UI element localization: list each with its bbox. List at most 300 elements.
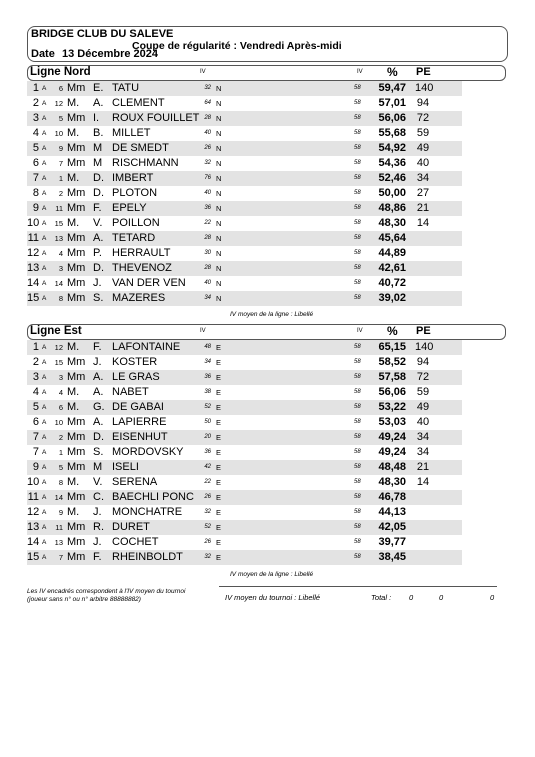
first-initial: A. [93,371,104,383]
player-iv: 20 [204,434,211,440]
table-row [27,415,462,430]
section-letter: A [42,344,47,351]
percentage-score: 56,06 [378,112,406,124]
percentage-score: 44,13 [378,506,406,518]
first-initial: A. [93,416,104,428]
first-initial: P. [93,247,102,259]
direction: E [216,493,222,502]
table-row [27,126,462,141]
iv-column-header: IV [200,328,206,334]
percentage-score: 48,86 [378,202,406,214]
table-row [27,490,462,505]
pair-reference: 9 [58,144,63,153]
section-letter: A [42,554,47,561]
section-letter: A [42,130,47,137]
first-initial: M [93,142,103,154]
first-initial: M [93,157,103,169]
table-row [27,216,462,231]
pe-points: 59 [416,386,430,398]
civility: M. [67,476,80,488]
section-letter: A [42,265,47,272]
average-iv: 58 [354,190,361,196]
player-name: NABET [112,386,149,398]
direction: E [216,403,222,412]
table-row [27,276,462,291]
rank-number: 8 [32,187,39,199]
pe-points: 72 [416,112,430,124]
civility: Mm [67,157,86,169]
player-name: EPELY [112,202,147,214]
table-row [27,291,462,306]
civility: Mm [67,521,86,533]
player-iv: 30 [204,250,211,256]
player-name: VAN DER VEN [112,277,186,289]
percentage-score: 50,00 [378,187,406,199]
civility: M. [67,341,80,353]
rank-number: 4 [32,386,39,398]
player-iv: 36 [204,374,211,380]
percentage-score: 57,01 [378,97,406,109]
direction: E [216,463,222,472]
first-initial: D. [93,431,104,443]
player-iv: 36 [204,205,211,211]
average-iv: 58 [354,220,361,226]
pair-reference: 3 [58,373,63,382]
player-iv: 52 [204,524,211,530]
first-initial: J. [93,356,102,368]
rank-number: 14 [27,536,40,548]
player-name: POILLON [112,217,160,229]
table-row [27,96,462,111]
pe-points: 59 [416,127,430,139]
section-letter: A [42,85,47,92]
results-list [27,81,506,306]
percentage-score: 46,78 [378,491,406,503]
player-name: ISELI [112,461,139,473]
pair-reference: 5 [58,463,63,472]
section-letter: A [42,145,47,152]
average-iv: 58 [354,419,361,425]
pair-reference: 12 [54,99,63,108]
rank-number: 12 [27,506,40,518]
percentage-score: 53,03 [378,416,406,428]
pe-points: 40 [416,416,430,428]
footer-divider [219,586,497,587]
pair-reference: 15 [54,219,63,228]
player-name: LAPIERRE [112,416,167,428]
average-iv: 58 [354,85,361,91]
rank-number: 7 [32,446,39,458]
table-row [27,171,462,186]
player-iv: 28 [204,265,211,271]
average-iv: 58 [354,434,361,440]
average-iv: 58 [354,205,361,211]
pe-points: 94 [416,356,430,368]
player-iv: 50 [204,419,211,425]
direction: N [216,249,222,258]
civility: M. [67,506,80,518]
rank-number: 10 [27,217,40,229]
player-name: MAZERES [112,292,166,304]
first-initial: D. [93,187,104,199]
direction: E [216,373,222,382]
civility: Mm [67,277,86,289]
rank-number: 2 [32,356,39,368]
percentage-score: 48,30 [378,476,406,488]
average-iv: 58 [354,295,361,301]
average-iv: 58 [354,374,361,380]
average-iv: 58 [354,250,361,256]
first-initial: M [93,461,103,473]
civility: Mm [67,112,86,124]
civility: Mm [67,292,86,304]
percentage-score: 52,46 [378,172,406,184]
direction: E [216,478,222,487]
percentage-score: 58,52 [378,356,406,368]
pe-points: 34 [416,431,430,443]
average-iv: 58 [354,344,361,350]
average-iv: 58 [354,235,361,241]
first-initial: J. [93,536,102,548]
pe-points: 27 [416,187,430,199]
table-row [27,156,462,171]
pair-reference: 14 [54,279,63,288]
section-letter: A [42,404,47,411]
player-iv: 64 [204,100,211,106]
pair-reference: 4 [58,388,63,397]
average-iv: 58 [354,449,361,455]
table-row [27,400,462,415]
civility: M. [67,386,80,398]
section-letter: A [42,160,47,167]
table-row [27,355,462,370]
pair-reference: 4 [58,249,63,258]
first-initial: D. [93,262,104,274]
table-row [27,370,462,385]
direction: N [216,144,222,153]
rank-number: 4 [32,127,39,139]
pair-reference: 11 [55,204,63,213]
table-row [27,550,462,565]
first-initial: G. [93,401,105,413]
player-iv: 32 [204,85,211,91]
percentage-score: 39,02 [378,292,406,304]
average-iv: 58 [354,359,361,365]
player-name: LE GRAS [112,371,160,383]
pair-reference: 1 [58,448,63,457]
first-initial: C. [93,491,104,503]
competition-title: Coupe de régularité : Vendredi Après-midi [132,40,342,52]
line-iv-note: IV moyen de la ligne : Libellé [230,311,314,318]
pair-reference: 8 [58,478,63,487]
pair-reference: 3 [58,264,63,273]
pe-points: 14 [416,217,430,229]
section-est [27,324,506,565]
rank-number: 13 [27,521,40,533]
pe-points: 49 [416,401,430,413]
section-letter: A [42,175,47,182]
civility: M. [67,127,80,139]
average-iv: 58 [354,524,361,530]
first-initial: S. [93,446,104,458]
percent-column-header: % [387,324,398,338]
civility: Mm [67,232,86,244]
player-iv: 48 [204,344,211,350]
percentage-score: 45,64 [378,232,406,244]
direction: N [216,189,222,198]
section-header [27,65,506,81]
pe-points: 34 [416,172,430,184]
player-iv: 32 [204,160,211,166]
pe-points: 40 [416,157,430,169]
civility: Mm [67,202,86,214]
player-iv: 26 [204,145,211,151]
average-iv: 58 [354,145,361,151]
total-value: 0 [439,593,444,602]
section-letter: A [42,100,47,107]
table-row [27,445,462,460]
rank-number: 2 [32,97,39,109]
player-iv: 28 [204,235,211,241]
section-letter: A [42,524,47,531]
club-name: BRIDGE CLUB DU SALEVE [31,28,174,40]
line-iv-note: IV moyen de la ligne : Libellé [230,571,314,578]
percentage-score: 56,06 [378,386,406,398]
rank-number: 9 [32,202,39,214]
player-name: TATU [112,82,140,94]
percentage-score: 42,61 [378,262,406,274]
civility: Mm [67,461,86,473]
percentage-score: 39,77 [378,536,406,548]
player-name: MONCHATRE [112,506,183,518]
player-iv: 42 [204,464,211,470]
civility: M. [67,97,80,109]
pair-reference: 15 [54,358,63,367]
pe-column-header: PE [416,325,431,337]
rank-number: 10 [27,476,40,488]
first-initial: F. [93,341,102,353]
pair-reference: 9 [58,508,63,517]
first-initial: A. [93,232,104,244]
section-header [27,324,506,340]
pe-points: 94 [416,97,430,109]
rank-number: 5 [32,142,39,154]
direction: N [216,264,222,273]
pair-reference: 10 [54,418,63,427]
rank-number: 15 [27,551,40,563]
pe-points: 21 [416,461,430,473]
table-row [27,231,462,246]
civility: M. [67,172,80,184]
rank-number: 12 [27,247,40,259]
first-initial: F. [93,202,102,214]
average-iv: 58 [354,130,361,136]
table-row [27,535,462,550]
percentage-score: 49,24 [378,431,406,443]
section-letter: A [42,434,47,441]
player-name: LAFONTAINE [112,341,181,353]
pair-reference: 13 [54,538,63,547]
iv-column-header: IV [357,328,363,334]
table-row [27,246,462,261]
player-iv: 22 [204,479,211,485]
civility: M. [67,401,80,413]
first-initial: V. [93,476,103,488]
section-letter: A [42,374,47,381]
pair-reference: 7 [58,553,63,562]
percentage-score: 65,15 [378,341,406,353]
rank-number: 7 [32,431,39,443]
average-iv: 58 [354,265,361,271]
table-row [27,475,462,490]
first-initial: B. [93,127,104,139]
section-letter: A [42,205,47,212]
player-name: DE SMEDT [112,142,169,154]
first-initial: E. [93,82,104,94]
section-title: Ligne Nord [30,66,91,78]
average-iv: 58 [354,509,361,515]
player-name: HERRAULT [112,247,171,259]
average-iv: 58 [354,115,361,121]
section-nord [27,65,506,306]
player-iv: 52 [204,404,211,410]
section-letter: A [42,509,47,516]
pair-reference: 7 [58,159,63,168]
player-name: BAECHLI PONC [112,491,194,503]
player-iv: 36 [204,449,211,455]
player-iv: 40 [204,130,211,136]
player-name: IMBERT [112,172,154,184]
player-iv: 26 [204,539,211,545]
percentage-score: 55,68 [378,127,406,139]
percentage-score: 48,30 [378,217,406,229]
percentage-score: 48,48 [378,461,406,473]
average-iv: 58 [354,389,361,395]
first-initial: A. [93,386,104,398]
player-iv: 22 [204,220,211,226]
section-letter: A [42,419,47,426]
percentage-score: 40,72 [378,277,406,289]
pair-reference: 1 [58,174,63,183]
player-name: COCHET [112,536,159,548]
civility: Mm [67,371,86,383]
direction: E [216,418,222,427]
player-name: DURET [112,521,150,533]
section-title: Ligne Est [30,325,82,337]
percentage-score: 42,05 [378,521,406,533]
average-iv: 58 [354,160,361,166]
player-name: EISENHUT [112,431,168,443]
direction: N [216,204,222,213]
civility: Mm [67,446,86,458]
section-letter: A [42,494,47,501]
iv-column-header: IV [200,69,206,75]
player-iv: 26 [204,494,211,500]
pe-points: 140 [415,82,434,94]
player-iv: 32 [204,554,211,560]
direction: E [216,388,222,397]
pe-points: 72 [416,371,430,383]
rank-number: 11 [27,491,39,503]
first-initial: J. [93,277,102,289]
rank-number: 3 [32,371,39,383]
average-iv: 58 [354,479,361,485]
direction: N [216,99,222,108]
section-letter: A [42,359,47,366]
direction: N [216,174,222,183]
section-letter: A [42,220,47,227]
section-letter: A [42,235,47,242]
direction: N [216,219,222,228]
first-initial: J. [93,506,102,518]
total-value: 0 [409,593,414,602]
first-initial: R. [93,521,104,533]
section-letter: A [42,464,47,471]
civility: M. [67,217,80,229]
percentage-score: 59,47 [378,82,406,94]
civility: Mm [67,551,86,563]
rank-number: 1 [32,341,39,353]
date-label: Date [31,48,55,60]
player-name: ROUX FOUILLET [112,112,200,124]
percentage-score: 44,89 [378,247,406,259]
percentage-score: 57,58 [378,371,406,383]
pair-reference: 6 [58,84,63,93]
direction: N [216,279,222,288]
average-iv: 58 [354,100,361,106]
direction: E [216,508,222,517]
average-iv: 58 [354,280,361,286]
pe-points: 14 [416,476,430,488]
direction: N [216,84,222,93]
civility: Mm [67,262,86,274]
average-iv: 58 [354,554,361,560]
rank-number: 9 [32,461,39,473]
pair-reference: 14 [54,493,63,502]
direction: E [216,448,222,457]
first-initial: S. [93,292,104,304]
tournament-iv-label: IV moyen du tournoi : Libellé [225,593,321,602]
rank-number: 15 [27,292,40,304]
table-row [27,186,462,201]
player-name: MILLET [112,127,151,139]
player-iv: 28 [204,115,211,121]
pair-reference: 8 [58,294,63,303]
section-letter: A [42,295,47,302]
pair-reference: 10 [54,129,63,138]
table-row [27,505,462,520]
direction: N [216,129,222,138]
player-name: RHEINBOLDT [112,551,183,563]
pair-reference: 12 [54,343,63,352]
table-row [27,261,462,276]
percentage-score: 38,45 [378,551,406,563]
player-name: SERENA [112,476,158,488]
pair-reference: 5 [58,114,63,123]
pe-points: 21 [416,202,430,214]
civility: Mm [67,187,86,199]
player-iv: 38 [204,389,211,395]
table-row [27,520,462,535]
pair-reference: 2 [58,189,63,198]
table-row [27,81,462,96]
pair-reference: 2 [58,433,63,442]
player-iv: 76 [204,175,211,181]
civility: Mm [67,356,86,368]
percentage-score: 54,36 [378,157,406,169]
first-initial: F. [93,551,102,563]
civility: Mm [67,431,86,443]
